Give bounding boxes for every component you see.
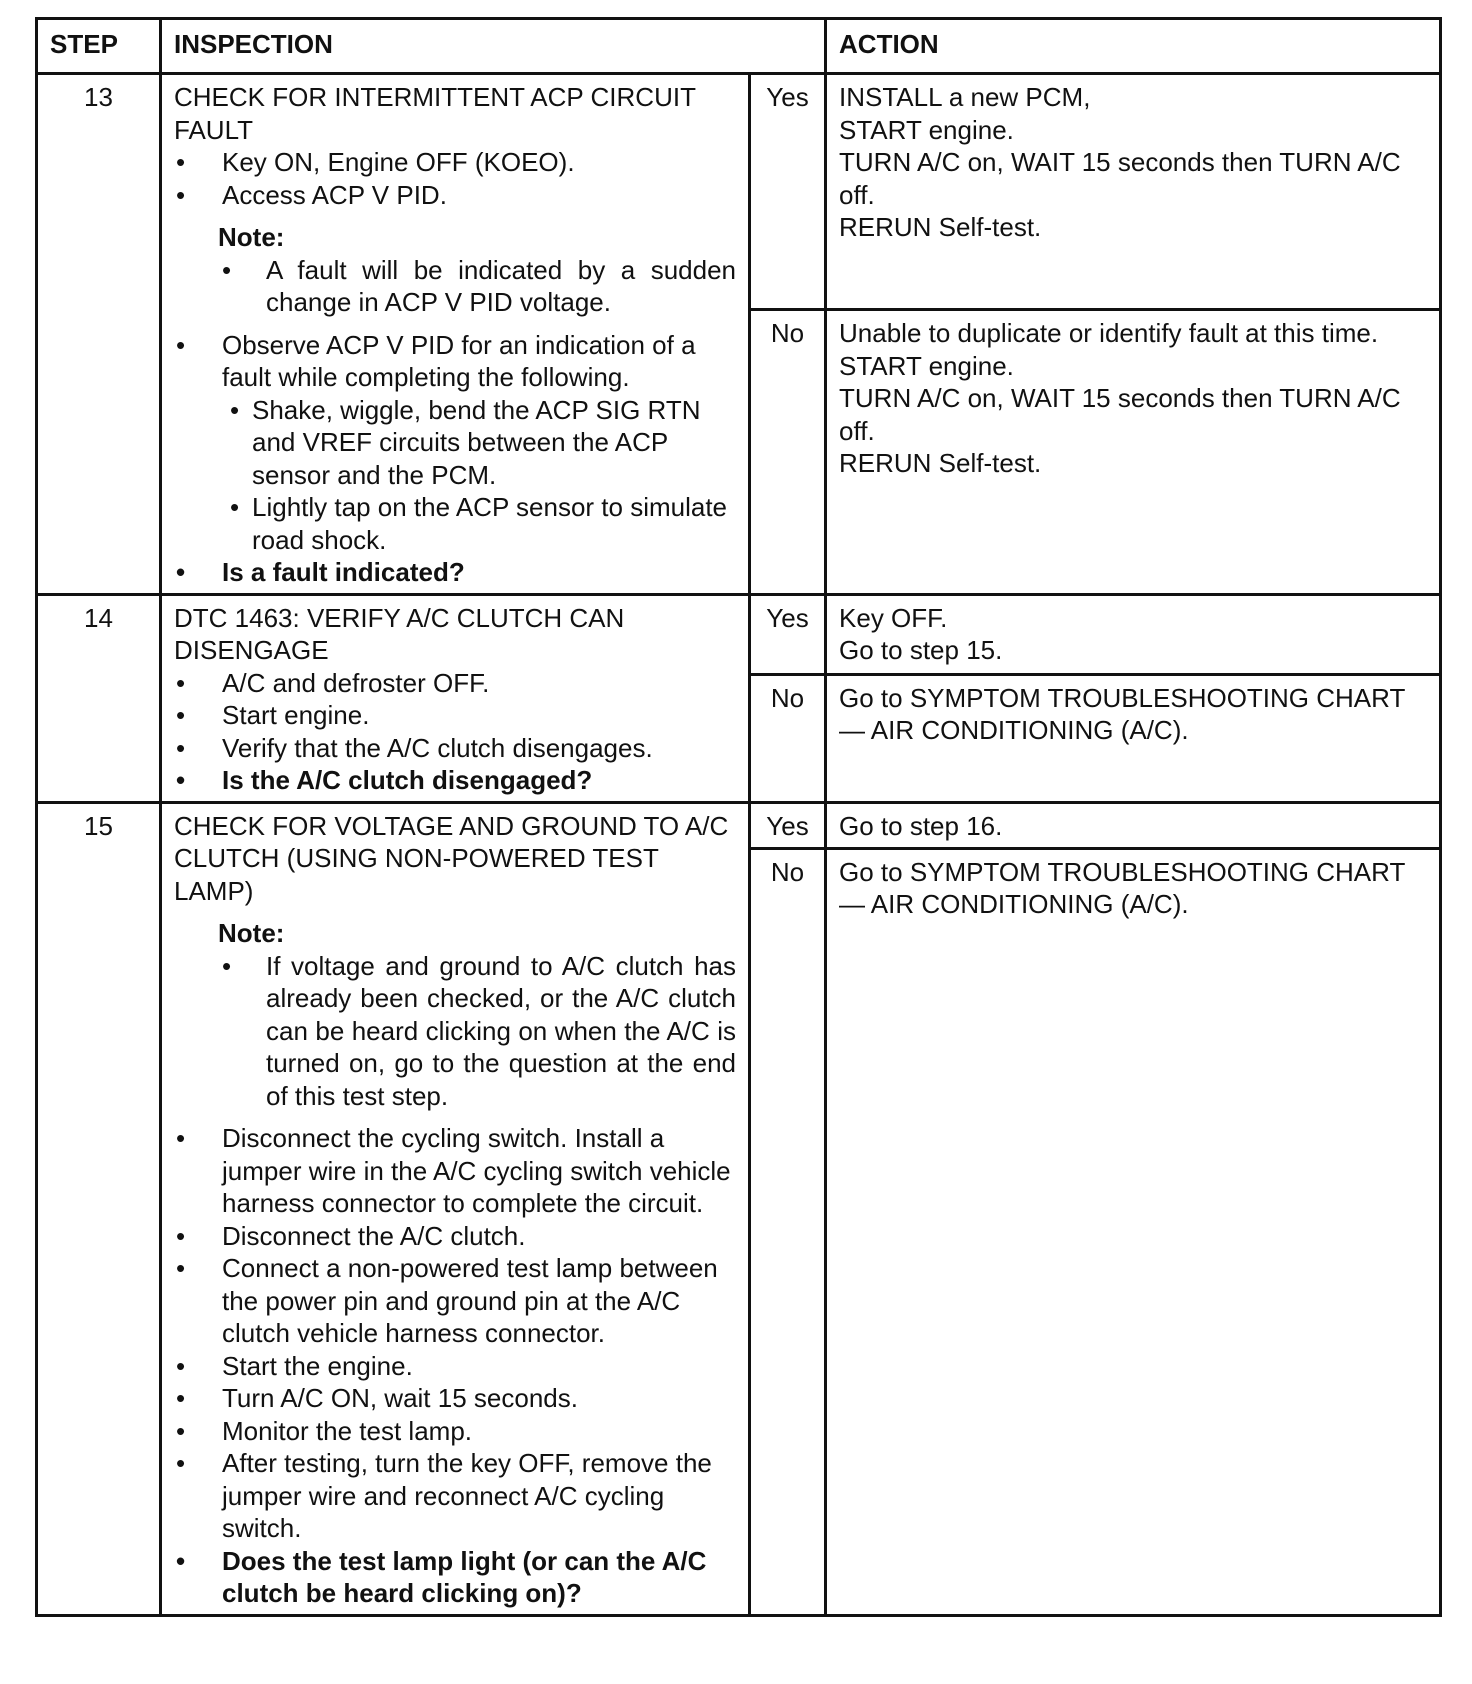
no-action: [826, 674, 1441, 802]
action-line: Key OFF.: [839, 602, 948, 633]
list-item: • Connect a non-powered test lamp between the power pin and ground pin at the A/C clutch vehicle harness connector.: [174, 1252, 736, 1350]
no-label: No: [750, 674, 826, 802]
yes-action: [826, 802, 1441, 848]
note-label: Note:: [218, 918, 285, 948]
list-item: • Monitor the test lamp.: [174, 1415, 736, 1448]
action-line: Go to step 15.: [839, 635, 1003, 665]
note-box: [218, 917, 736, 1112]
list-item: • After testing, turn the key OFF, remove the jumper wire and reconnect A/C cycling switch.: [174, 1447, 736, 1545]
yes-action: [826, 594, 1441, 674]
list-item: • Key ON, Engine OFF (KOEO).: [174, 146, 736, 179]
list-item: • Disconnect the A/C clutch.: [174, 1220, 736, 1253]
sub-list-item: • Shake, wiggle, bend the ACP SIG RTN and VREF circuits between the ACP sensor and the PCM.: [222, 394, 736, 492]
yes-label: Yes: [750, 802, 826, 848]
note-text: • If voltage and ground to A/C clutch has already been checked, or the A/C clutch can be heard clicking on when the A/C is turned on, go to the question at the end of this test step.: [218, 950, 736, 1113]
no-action: [826, 848, 1441, 1615]
inspection-column-header: INSPECTION: [161, 19, 826, 74]
action-line: TURN A/C on, WAIT 15 seconds then TURN A/C off.: [839, 147, 1401, 210]
step-15-yes-row: [37, 802, 1441, 848]
list-item-text: Observe ACP V PID for an indication of a fault while completing the following.: [222, 329, 696, 392]
list-item: [174, 329, 736, 557]
step-number: 13: [37, 74, 161, 595]
step-number: 14: [37, 594, 161, 802]
list-item: • Access ACP V PID.: [174, 179, 736, 212]
bullet-list: [174, 146, 736, 211]
list-item: • Verify that the A/C clutch disengages.: [174, 732, 736, 765]
note-text: • A fault will be indicated by a sudden change in ACP V PID voltage.: [218, 254, 736, 319]
action-line: Go to step 16.: [839, 810, 1003, 841]
bullet-list: [174, 1122, 736, 1610]
step-13-yes-row: [37, 74, 1441, 310]
list-item: • Disconnect the cycling switch. Install a jumper wire in the A/C cycling switch vehicle harness connector to complete the circuit.: [174, 1122, 736, 1220]
action-line: Unable to duplicate or identify fault at this time.: [839, 318, 1379, 348]
action-line: START engine.: [839, 350, 1014, 381]
sub-bullet-list: [222, 394, 736, 557]
list-item: • Start the engine.: [174, 1350, 736, 1383]
step-question: • Does the test lamp light (or can the A/C clutch be heard clicking on)?: [174, 1545, 736, 1610]
no-label: No: [750, 848, 826, 1615]
step-14-inspection: [161, 594, 750, 802]
list-item: • A/C and defroster OFF.: [174, 667, 736, 700]
diagnostic-table: [35, 17, 1442, 1617]
step-13-inspection: [161, 74, 750, 595]
action-line: INSTALL a new PCM,: [839, 82, 1091, 112]
list-item: • Start engine.: [174, 699, 736, 732]
sub-list-item: • Lightly tap on the ACP sensor to simulate road shock.: [222, 491, 736, 556]
bullet-list: [174, 329, 736, 589]
action-column-header: ACTION: [826, 19, 1441, 74]
action-line: RERUN Self-test.: [839, 448, 1042, 478]
step-column-header: STEP: [37, 19, 161, 74]
note-box: [218, 221, 736, 319]
yes-label: Yes: [750, 594, 826, 674]
step-title: CHECK FOR VOLTAGE AND GROUND TO A/C CLUTCH (USING NON-POWERED TEST LAMP): [174, 810, 729, 906]
step-question: • Is the A/C clutch disengaged?: [174, 764, 736, 797]
note-label: Note:: [218, 222, 285, 252]
step-question: • Is a fault indicated?: [174, 556, 736, 589]
step-15-inspection: [161, 802, 750, 1615]
action-line: START engine.: [839, 114, 1014, 145]
step-14-yes-row: [37, 594, 1441, 674]
yes-action: [826, 74, 1441, 310]
step-title: CHECK FOR INTERMITTENT ACP CIRCUIT FAULT: [174, 82, 696, 145]
no-label: No: [750, 310, 826, 595]
action-line: Go to SYMPTOM TROUBLESHOOTING CHART — AIR CONDITIONING (A/C).: [839, 682, 1405, 745]
no-action: [826, 310, 1441, 595]
action-line: Go to SYMPTOM TROUBLESHOOTING CHART — AIR CONDITIONING (A/C).: [839, 856, 1405, 919]
step-title: DTC 1463: VERIFY A/C CLUTCH CAN DISENGAGE: [174, 602, 625, 665]
bullet-list: [174, 667, 736, 797]
yes-label: Yes: [750, 74, 826, 310]
list-item: • Turn A/C ON, wait 15 seconds.: [174, 1382, 736, 1415]
step-number: 15: [37, 802, 161, 1615]
action-line: RERUN Self-test.: [839, 212, 1042, 242]
action-line: TURN A/C on, WAIT 15 seconds then TURN A/C off.: [839, 383, 1401, 446]
header-row: [37, 19, 1441, 74]
